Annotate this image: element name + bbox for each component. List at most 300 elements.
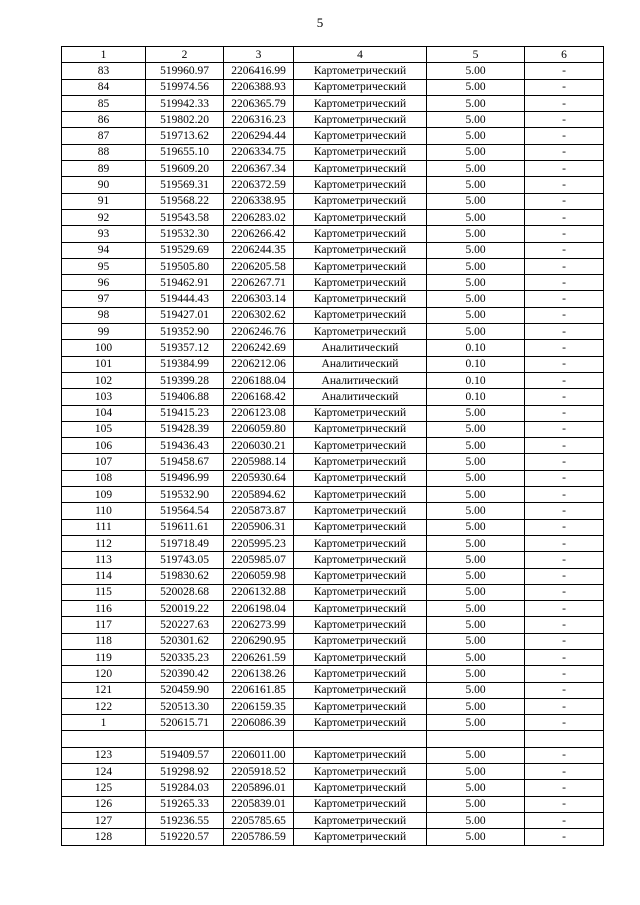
cell-point-number: 101 <box>62 356 146 372</box>
table-row <box>62 193 604 209</box>
cell-point-number: 114 <box>62 568 146 584</box>
cell-note: - <box>525 633 604 649</box>
cell-y-coordinate: 2206302.62 <box>224 307 294 323</box>
cell-point-number: 107 <box>62 454 146 470</box>
cell-accuracy: 5.00 <box>427 747 525 763</box>
cell-point-number: 97 <box>62 291 146 307</box>
cell-method: Картометрический <box>294 633 427 649</box>
cell-note: - <box>525 796 604 812</box>
cell-method: Картометрический <box>294 535 427 551</box>
table-row <box>62 552 604 568</box>
cell-method: Картометрический <box>294 519 427 535</box>
cell-note: - <box>525 715 604 731</box>
table-row <box>62 568 604 584</box>
cell-note: - <box>525 79 604 95</box>
cell-x-coordinate: 519496.99 <box>146 470 224 486</box>
cell-method: Картометрический <box>294 112 427 128</box>
cell-note: - <box>525 812 604 828</box>
table-row <box>62 780 604 796</box>
cell-note: - <box>525 601 604 617</box>
cell-y-coordinate: 2206273.99 <box>224 617 294 633</box>
cell-point-number: 90 <box>62 177 146 193</box>
cell-accuracy: 5.00 <box>427 258 525 274</box>
cell-y-coordinate: 2205896.01 <box>224 780 294 796</box>
column-header-1: 1 <box>62 47 146 63</box>
table-row <box>62 324 604 340</box>
table-row <box>62 747 604 763</box>
column-header-6: 6 <box>525 47 604 63</box>
cell-accuracy: 5.00 <box>427 405 525 421</box>
cell-note: - <box>525 682 604 698</box>
cell-accuracy: 5.00 <box>427 552 525 568</box>
cell-accuracy: 0.10 <box>427 372 525 388</box>
cell-x-coordinate: 520335.23 <box>146 649 224 665</box>
cell-method: Картометрический <box>294 324 427 340</box>
cell-y-coordinate: 2206261.59 <box>224 649 294 665</box>
cell-y-coordinate: 2206242.69 <box>224 340 294 356</box>
table-row <box>62 128 604 144</box>
cell-accuracy: 5.00 <box>427 128 525 144</box>
table-row <box>62 487 604 503</box>
cell-x-coordinate: 519399.28 <box>146 372 224 388</box>
cell-x-coordinate: 519406.88 <box>146 389 224 405</box>
cell-method: Картометрический <box>294 275 427 291</box>
cell-x-coordinate: 520019.22 <box>146 601 224 617</box>
cell-y-coordinate: 2206059.80 <box>224 421 294 437</box>
cell-method: Картометрический <box>294 405 427 421</box>
table-row <box>62 356 604 372</box>
cell-method: Картометрический <box>294 258 427 274</box>
cell-x-coordinate: 519384.99 <box>146 356 224 372</box>
cell-point-number: 123 <box>62 747 146 763</box>
cell-y-coordinate: 2206316.23 <box>224 112 294 128</box>
cell-point-number: 115 <box>62 584 146 600</box>
cell-accuracy: 5.00 <box>427 226 525 242</box>
cell-y-coordinate: 2205995.23 <box>224 535 294 551</box>
cell-y-coordinate: 2206365.79 <box>224 95 294 111</box>
table-row <box>62 177 604 193</box>
cell-y-coordinate: 2206388.93 <box>224 79 294 95</box>
cell-accuracy: 5.00 <box>427 535 525 551</box>
cell-point-number: 122 <box>62 698 146 714</box>
cell-y-coordinate: 2206123.08 <box>224 405 294 421</box>
cell-method: Картометрический <box>294 487 427 503</box>
cell-note: - <box>525 258 604 274</box>
cell-point-number: 91 <box>62 193 146 209</box>
cell-accuracy: 0.10 <box>427 356 525 372</box>
cell-x-coordinate: 519655.10 <box>146 144 224 160</box>
cell-point-number: 83 <box>62 63 146 79</box>
cell-method: Картометрический <box>294 128 427 144</box>
table-row <box>62 112 604 128</box>
cell-point-number: 127 <box>62 812 146 828</box>
cell-note: - <box>525 307 604 323</box>
cell-point-number: 109 <box>62 487 146 503</box>
cell-point-number: 95 <box>62 258 146 274</box>
cell-point-number: 104 <box>62 405 146 421</box>
cell-method: Аналитический <box>294 340 427 356</box>
cell-method: Картометрический <box>294 161 427 177</box>
cell-x-coordinate: 519942.33 <box>146 95 224 111</box>
cell-accuracy: 5.00 <box>427 324 525 340</box>
cell-x-coordinate: 520301.62 <box>146 633 224 649</box>
column-header-4: 4 <box>294 47 427 63</box>
table-row <box>62 291 604 307</box>
cell-method: Картометрический <box>294 291 427 307</box>
cell-note: - <box>525 503 604 519</box>
cell-point-number: 103 <box>62 389 146 405</box>
table-row <box>62 307 604 323</box>
cell-accuracy: 5.00 <box>427 584 525 600</box>
cell-x-coordinate: 519357.12 <box>146 340 224 356</box>
cell-note: - <box>525 666 604 682</box>
table-row <box>62 405 604 421</box>
cell-accuracy: 5.00 <box>427 470 525 486</box>
cell-point-number: 110 <box>62 503 146 519</box>
table-row <box>62 470 604 486</box>
cell-method: Картометрический <box>294 682 427 698</box>
cell-point-number: 119 <box>62 649 146 665</box>
cell-y-coordinate: 2206168.42 <box>224 389 294 405</box>
cell-note: - <box>525 454 604 470</box>
cell-method: Картометрический <box>294 307 427 323</box>
cell-method: Картометрический <box>294 584 427 600</box>
cell-note: - <box>525 356 604 372</box>
cell-x-coordinate: 519543.58 <box>146 209 224 225</box>
cell-accuracy: 5.00 <box>427 812 525 828</box>
cell-x-coordinate: 519611.61 <box>146 519 224 535</box>
cell-method: Картометрический <box>294 747 427 763</box>
cell-note: - <box>525 95 604 111</box>
table-row <box>62 601 604 617</box>
column-header-5: 5 <box>427 47 525 63</box>
cell-method: Картометрический <box>294 177 427 193</box>
cell-method: Картометрический <box>294 601 427 617</box>
table-row <box>62 503 604 519</box>
cell-note: - <box>525 63 604 79</box>
cell-x-coordinate: 519458.67 <box>146 454 224 470</box>
cell-point-number: 94 <box>62 242 146 258</box>
cell-accuracy: 5.00 <box>427 682 525 698</box>
cell-y-coordinate: 2206367.34 <box>224 161 294 177</box>
cell-x-coordinate: 519830.62 <box>146 568 224 584</box>
cell-accuracy: 5.00 <box>427 112 525 128</box>
cell-note: - <box>525 209 604 225</box>
cell-method: Картометрический <box>294 764 427 780</box>
table-row <box>62 242 604 258</box>
cell-x-coordinate: 519409.57 <box>146 747 224 763</box>
cell-accuracy: 5.00 <box>427 796 525 812</box>
column-header-3: 3 <box>224 47 294 63</box>
cell-x-coordinate: 519974.56 <box>146 79 224 95</box>
cell-x-coordinate: 519352.90 <box>146 324 224 340</box>
cell-method: Картометрический <box>294 812 427 828</box>
cell-accuracy: 0.10 <box>427 389 525 405</box>
cell-method: Картометрический <box>294 193 427 209</box>
cell-method <box>294 731 427 747</box>
cell-accuracy: 5.00 <box>427 764 525 780</box>
cell-method: Картометрический <box>294 144 427 160</box>
table-row <box>62 95 604 111</box>
table-body <box>62 63 604 845</box>
cell-accuracy: 5.00 <box>427 421 525 437</box>
cell-x-coordinate: 519532.90 <box>146 487 224 503</box>
table-row <box>62 829 604 845</box>
cell-note: - <box>525 372 604 388</box>
cell-y-coordinate: 2206198.04 <box>224 601 294 617</box>
table-row <box>62 209 604 225</box>
cell-note: - <box>525 438 604 454</box>
cell-x-coordinate: 519532.30 <box>146 226 224 242</box>
cell-y-coordinate: 2206159.35 <box>224 698 294 714</box>
cell-note: - <box>525 487 604 503</box>
table-row <box>62 812 604 828</box>
cell-point-number: 85 <box>62 95 146 111</box>
cell-x-coordinate: 519802.20 <box>146 112 224 128</box>
cell-accuracy: 5.00 <box>427 715 525 731</box>
cell-y-coordinate: 2205906.31 <box>224 519 294 535</box>
cell-x-coordinate: 519505.80 <box>146 258 224 274</box>
cell-x-coordinate: 520615.71 <box>146 715 224 731</box>
cell-method: Картометрический <box>294 617 427 633</box>
cell-point-number: 124 <box>62 764 146 780</box>
cell-point-number: 99 <box>62 324 146 340</box>
cell-x-coordinate: 519609.20 <box>146 161 224 177</box>
table-row <box>62 649 604 665</box>
cell-x-coordinate: 519462.91 <box>146 275 224 291</box>
cell-point-number: 105 <box>62 421 146 437</box>
cell-point-number: 108 <box>62 470 146 486</box>
cell-accuracy: 5.00 <box>427 177 525 193</box>
cell-point-number: 112 <box>62 535 146 551</box>
cell-method: Картометрический <box>294 552 427 568</box>
cell-point-number <box>62 731 146 747</box>
cell-point-number: 117 <box>62 617 146 633</box>
cell-y-coordinate: 2206303.14 <box>224 291 294 307</box>
cell-note: - <box>525 584 604 600</box>
cell-method: Аналитический <box>294 372 427 388</box>
cell-point-number: 86 <box>62 112 146 128</box>
cell-y-coordinate: 2206132.88 <box>224 584 294 600</box>
cell-y-coordinate: 2205930.64 <box>224 470 294 486</box>
cell-y-coordinate: 2206372.59 <box>224 177 294 193</box>
table-row <box>62 226 604 242</box>
cell-accuracy: 5.00 <box>427 144 525 160</box>
cell-x-coordinate: 519284.03 <box>146 780 224 796</box>
cell-point-number: 126 <box>62 796 146 812</box>
cell-x-coordinate: 519568.22 <box>146 193 224 209</box>
cell-accuracy: 5.00 <box>427 79 525 95</box>
cell-note: - <box>525 470 604 486</box>
cell-note: - <box>525 112 604 128</box>
cell-y-coordinate: 2206205.58 <box>224 258 294 274</box>
cell-y-coordinate: 2205894.62 <box>224 487 294 503</box>
table-row <box>62 63 604 79</box>
cell-note: - <box>525 226 604 242</box>
table-row <box>62 698 604 714</box>
cell-point-number: 88 <box>62 144 146 160</box>
cell-y-coordinate: 2206161.85 <box>224 682 294 698</box>
cell-accuracy: 5.00 <box>427 454 525 470</box>
cell-accuracy: 5.00 <box>427 193 525 209</box>
cell-note: - <box>525 128 604 144</box>
cell-method: Картометрический <box>294 209 427 225</box>
cell-x-coordinate: 519569.31 <box>146 177 224 193</box>
cell-point-number: 120 <box>62 666 146 682</box>
cell-point-number: 118 <box>62 633 146 649</box>
cell-point-number: 89 <box>62 161 146 177</box>
cell-y-coordinate: 2205873.87 <box>224 503 294 519</box>
column-header-2: 2 <box>146 47 224 63</box>
cell-point-number: 128 <box>62 829 146 845</box>
cell-y-coordinate: 2206283.02 <box>224 209 294 225</box>
cell-y-coordinate: 2206266.42 <box>224 226 294 242</box>
table-row <box>62 421 604 437</box>
cell-x-coordinate: 520513.30 <box>146 698 224 714</box>
cell-point-number: 102 <box>62 372 146 388</box>
cell-note: - <box>525 747 604 763</box>
table-row <box>62 438 604 454</box>
cell-y-coordinate: 2206338.95 <box>224 193 294 209</box>
cell-point-number: 125 <box>62 780 146 796</box>
cell-method: Аналитический <box>294 356 427 372</box>
table-row <box>62 617 604 633</box>
cell-note: - <box>525 340 604 356</box>
cell-accuracy: 5.00 <box>427 438 525 454</box>
cell-note: - <box>525 144 604 160</box>
cell-accuracy: 5.00 <box>427 649 525 665</box>
table-row <box>62 161 604 177</box>
table-row <box>62 372 604 388</box>
cell-method: Картометрический <box>294 454 427 470</box>
table-row <box>62 682 604 698</box>
cell-point-number: 100 <box>62 340 146 356</box>
table-row <box>62 454 604 470</box>
cell-y-coordinate: 2206416.99 <box>224 63 294 79</box>
cell-note: - <box>525 177 604 193</box>
cell-y-coordinate: 2205985.07 <box>224 552 294 568</box>
cell-y-coordinate: 2206188.04 <box>224 372 294 388</box>
cell-x-coordinate: 519236.55 <box>146 812 224 828</box>
cell-method: Картометрический <box>294 470 427 486</box>
table-row <box>62 144 604 160</box>
table-row <box>62 275 604 291</box>
cell-point-number: 113 <box>62 552 146 568</box>
table-row <box>62 796 604 812</box>
cell-y-coordinate: 2205988.14 <box>224 454 294 470</box>
cell-x-coordinate <box>146 731 224 747</box>
cell-point-number: 93 <box>62 226 146 242</box>
cell-accuracy: 5.00 <box>427 503 525 519</box>
cell-note: - <box>525 389 604 405</box>
cell-accuracy: 5.00 <box>427 568 525 584</box>
cell-accuracy: 5.00 <box>427 617 525 633</box>
cell-x-coordinate: 520459.90 <box>146 682 224 698</box>
cell-method: Картометрический <box>294 242 427 258</box>
cell-y-coordinate: 2206030.21 <box>224 438 294 454</box>
cell-accuracy: 5.00 <box>427 698 525 714</box>
cell-point-number: 116 <box>62 601 146 617</box>
cell-y-coordinate: 2206290.95 <box>224 633 294 649</box>
cell-note: - <box>525 829 604 845</box>
cell-method: Картометрический <box>294 829 427 845</box>
cell-x-coordinate: 519564.54 <box>146 503 224 519</box>
cell-point-number: 1 <box>62 715 146 731</box>
table-row <box>62 666 604 682</box>
cell-note: - <box>525 193 604 209</box>
cell-method: Картометрический <box>294 666 427 682</box>
cell-y-coordinate: 2206059.98 <box>224 568 294 584</box>
cell-x-coordinate: 519444.43 <box>146 291 224 307</box>
coordinates-table <box>61 46 604 846</box>
cell-x-coordinate: 519415.23 <box>146 405 224 421</box>
cell-method: Картометрический <box>294 226 427 242</box>
cell-point-number: 98 <box>62 307 146 323</box>
table-row <box>62 519 604 535</box>
table-row <box>62 764 604 780</box>
cell-accuracy: 5.00 <box>427 307 525 323</box>
cell-method: Картометрический <box>294 780 427 796</box>
cell-accuracy: 5.00 <box>427 291 525 307</box>
cell-y-coordinate: 2206212.06 <box>224 356 294 372</box>
cell-accuracy: 5.00 <box>427 63 525 79</box>
cell-note: - <box>525 568 604 584</box>
cell-point-number: 106 <box>62 438 146 454</box>
cell-note: - <box>525 617 604 633</box>
cell-y-coordinate: 2206294.44 <box>224 128 294 144</box>
cell-accuracy: 5.00 <box>427 829 525 845</box>
table-row <box>62 715 604 731</box>
cell-x-coordinate: 519428.39 <box>146 421 224 437</box>
cell-y-coordinate: 2205918.52 <box>224 764 294 780</box>
cell-y-coordinate: 2206011.00 <box>224 747 294 763</box>
cell-method: Картометрический <box>294 698 427 714</box>
cell-accuracy: 5.00 <box>427 242 525 258</box>
cell-note: - <box>525 535 604 551</box>
cell-y-coordinate: 2205785.65 <box>224 812 294 828</box>
cell-note: - <box>525 275 604 291</box>
table-row <box>62 389 604 405</box>
cell-y-coordinate: 2206334.75 <box>224 144 294 160</box>
cell-y-coordinate: 2206244.35 <box>224 242 294 258</box>
cell-note: - <box>525 161 604 177</box>
table-row <box>62 258 604 274</box>
cell-x-coordinate: 520390.42 <box>146 666 224 682</box>
cell-y-coordinate: 2206267.71 <box>224 275 294 291</box>
table-row <box>62 633 604 649</box>
cell-accuracy: 5.00 <box>427 780 525 796</box>
cell-note: - <box>525 552 604 568</box>
cell-method: Картометрический <box>294 568 427 584</box>
cell-point-number: 121 <box>62 682 146 698</box>
cell-x-coordinate: 519960.97 <box>146 63 224 79</box>
cell-y-coordinate <box>224 731 294 747</box>
cell-accuracy: 5.00 <box>427 209 525 225</box>
cell-note: - <box>525 324 604 340</box>
cell-point-number: 96 <box>62 275 146 291</box>
cell-x-coordinate: 520028.68 <box>146 584 224 600</box>
cell-method: Картометрический <box>294 421 427 437</box>
cell-x-coordinate: 519265.33 <box>146 796 224 812</box>
cell-accuracy: 0.10 <box>427 340 525 356</box>
cell-accuracy: 5.00 <box>427 633 525 649</box>
cell-note: - <box>525 405 604 421</box>
cell-y-coordinate: 2205839.01 <box>224 796 294 812</box>
cell-x-coordinate: 519220.57 <box>146 829 224 845</box>
cell-x-coordinate: 519743.05 <box>146 552 224 568</box>
table-row <box>62 535 604 551</box>
cell-x-coordinate: 520227.63 <box>146 617 224 633</box>
